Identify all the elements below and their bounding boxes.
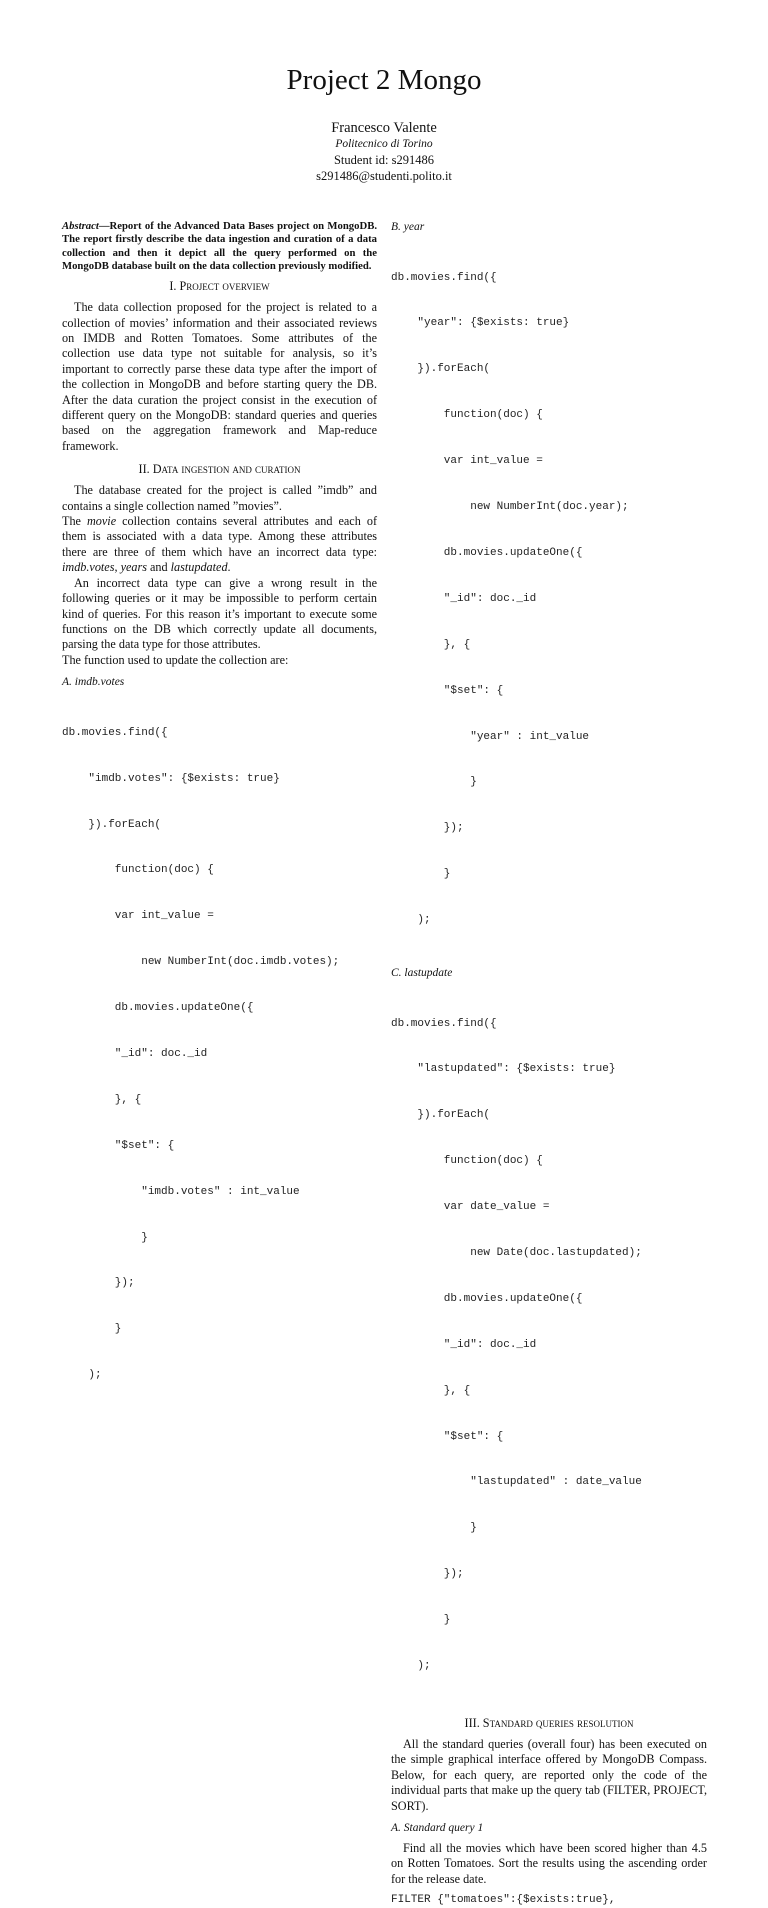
author-email: s291486@studenti.polito.it	[316, 169, 452, 183]
code-line: db.movies.updateOne({	[62, 1002, 254, 1015]
code-line: new NumberInt(doc.year);	[391, 501, 629, 514]
code-line: }, {	[391, 638, 471, 651]
text-span: The	[62, 514, 87, 529]
code-line: "$set": {	[391, 684, 504, 697]
code-line: }	[391, 776, 477, 789]
right-column	[391, 220, 707, 1908]
code-line: );	[391, 914, 431, 927]
section-2-paragraph-2	[62, 514, 377, 576]
section-3-paragraph-2: Find all the movies which have been scored higher than 4.5 on Rotten Tomatoes. Sort the results using the ascending order for the release date.	[391, 1840, 707, 1886]
subsection-c-heading: C. lastupdate	[391, 966, 453, 979]
author-affiliation: Politecnico di Torino	[335, 138, 433, 150]
code-line: }	[62, 1323, 122, 1336]
code-line: function(doc) {	[62, 864, 214, 877]
italic-term: years	[120, 560, 147, 575]
text-span: collection contains several attributes and each of them is associated with a data type. Among these attributes there are three of them which have an incorrect data type:	[62, 514, 377, 559]
code-line: new Date(doc.lastupdated);	[391, 1247, 642, 1259]
code-line: "$set": {	[391, 1430, 504, 1443]
code-line: }	[391, 1522, 477, 1535]
code-line: "$set": {	[62, 1139, 175, 1152]
italic-term: imdb.votes	[62, 560, 115, 575]
code-line: db.movies.updateOne({	[391, 546, 583, 559]
abstract-text: —Report of the Advanced Data Bases project on MongoDB. The report firstly describe the data ingestion and curation of a data collection and then it depict all the query performed on the MongoDB database built on the data collection previously modified.	[62, 220, 377, 272]
abstract	[62, 220, 377, 273]
code-line: });	[62, 1277, 135, 1290]
text-span: and	[146, 560, 171, 575]
code-line: }).forEach(	[391, 363, 491, 376]
code-line: }	[62, 1231, 148, 1244]
code-line: "_id": doc._id	[62, 1047, 208, 1060]
code-line: }).forEach(	[391, 1109, 491, 1122]
code-line: db.movies.find({	[391, 1017, 497, 1030]
code-line: db.movies.find({	[62, 726, 168, 739]
section-2-paragraph-3: An incorrect data type can give a wrong result in the following queries or it may be impossible to perform certain kind of queries. For this reason it’s important to execute some functions on the DB which correctly update all documents, parsing the data type for those attributes.	[62, 575, 377, 652]
code-line: function(doc) {	[391, 409, 543, 422]
paper-title: Project 2 Mongo	[286, 64, 482, 96]
text-span: ,	[114, 560, 121, 575]
section-2-paragraph-4: The function used to update the collection are:	[62, 652, 289, 667]
code-line: );	[391, 1660, 431, 1673]
code-line: "year" : int_value	[391, 730, 590, 743]
code-line: "lastupdated" : date_value	[391, 1476, 642, 1489]
code-line: "lastupdated": {$exists: true}	[391, 1063, 616, 1076]
italic-term: movie	[87, 514, 117, 529]
code-block-year	[391, 240, 707, 959]
code-line: });	[391, 1568, 464, 1581]
code-line: var int_value =	[62, 910, 214, 923]
code-line: new NumberInt(doc.imdb.votes);	[62, 956, 340, 969]
code-line: );	[62, 1369, 102, 1382]
code-block-imdb-votes	[62, 695, 377, 1414]
section-2-paragraph-1: The database created for the project is called ”imdb” and contains a single collection named ”movies”.	[62, 483, 377, 513]
subsection-b-heading: B. year	[391, 221, 425, 233]
subsection-standard-query-1-heading: A. Standard query 1	[391, 1821, 484, 1834]
italic-term: lastupdated	[170, 560, 228, 575]
code-line: }	[391, 1614, 451, 1627]
author-student-id: Student id: s291486	[333, 153, 434, 167]
subsection-a-heading: A. imdb.votes	[62, 676, 125, 689]
section-3-heading: III. Standard queries resolution	[464, 1715, 634, 1730]
code-line: }, {	[391, 1384, 471, 1397]
author-name: Francesco Valente	[331, 120, 437, 136]
section-2-heading: II. Data ingestion and curation	[138, 462, 301, 477]
code-line: "imdb.votes": {$exists: true}	[62, 772, 280, 785]
section-1-paragraph: The data collection proposed for the project is related to a collection of movies’ information and their associated reviews on IMDB and Rotten Tomatoes. Some attributes of the collection use data type not suitable for analysis, so it’s important to correctly parse these data type after the import of the collection in MongoDB and before starting query the DB. After the data curation the project consist in the execution of different query on the MongoDB: standard queries and queries based on the aggregation framework and Map-reduce framework.	[62, 300, 377, 453]
left-column	[62, 220, 377, 1414]
text-span: .	[227, 560, 231, 575]
code-line: "_id": doc._id	[391, 1338, 537, 1351]
code-filter-line: FILTER {"tomatoes":{$exists:true},	[391, 1894, 616, 1907]
code-line: "year": {$exists: true}	[391, 317, 570, 330]
code-block-lastupdated	[391, 986, 707, 1705]
code-line: function(doc) {	[391, 1155, 543, 1168]
code-line: }).forEach(	[62, 818, 162, 831]
code-line: }, {	[62, 1093, 142, 1106]
abstract-label: Abstract	[62, 220, 99, 232]
code-line: var int_value =	[391, 455, 543, 468]
section-3-paragraph-1: All the standard queries (overall four) has been executed on the simple graphical interface offered by MongoDB Compass. Below, for each query, are reported only the code of the individual parts that make up the query tab (FILTER, PROJECT, SORT).	[391, 1736, 707, 1813]
code-line: db.movies.updateOne({	[391, 1292, 583, 1305]
code-line: "_id": doc._id	[391, 592, 537, 605]
code-line: "imdb.votes" : int_value	[62, 1185, 300, 1198]
code-line: db.movies.find({	[391, 271, 497, 284]
code-line: }	[391, 868, 451, 881]
section-1-heading: I. Project overview	[169, 279, 270, 294]
code-line: var date_value =	[391, 1201, 550, 1214]
code-line: });	[391, 822, 464, 835]
